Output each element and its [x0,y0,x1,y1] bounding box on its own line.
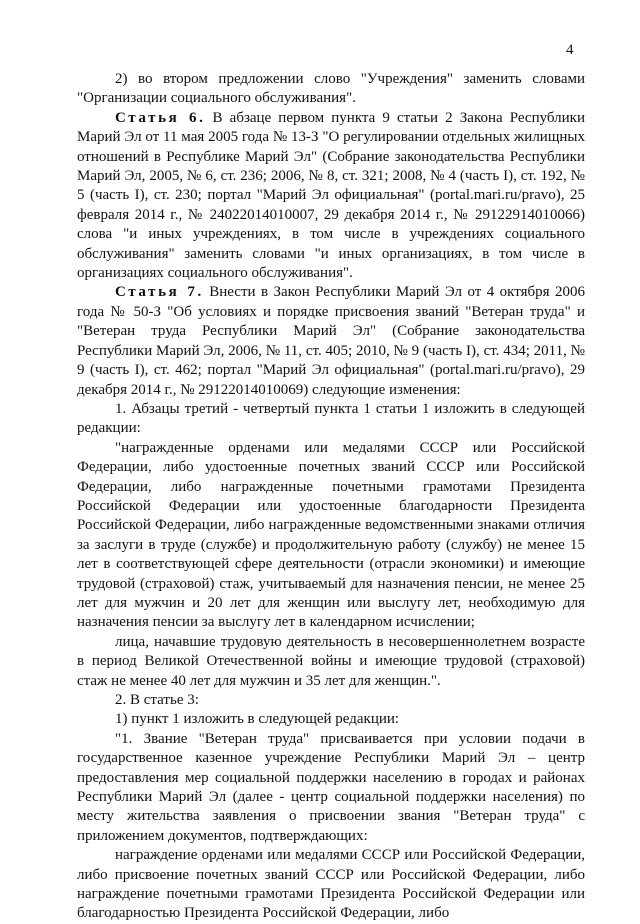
paragraph-amend-2-1: 1) пункт 1 изложить в следующей редакции: [115,711,400,728]
article-6-heading: Статья 6. [115,109,206,126]
document-body [77,70,585,924]
paragraph-1: 2) во втором предложении слово "Учреждения" заменить словами "Организации социального обслуживания". [77,71,585,107]
paragraph-article-6: Статья 6. В абзаце первом пункта 9 статьи 2 Закона Республики Марий Эл от 11 мая 2005 года № 13-З "О регулировании отдельных жилищных отношений в Республике Марий Эл" (Собрание законодательства Республики Марий Эл, 2005, № 6, ст. 236; 2006, № 8, ст. 321; 2008, № 4 (часть I), ст. 192, № 5 (часть I), ст. 230; портал "Марий Эл официальная" (portal.mari.ru/pravo), 25 февраля 2014 г., № 24022014010007, 29 декабря 2014 г., № 29122914010066) слова "и иных учреждениях, в том числе в учреждениях социального обслуживания" заменить словами "и иных организациях, в том числе в организациях социального обслуживания". [77,109,585,282]
paragraph-quote-3: "1. Звание "Ветеран труда" присваивается при условии подачи в государственное казенное учреждение Республики Марий Эл – центр предоставления мер социальной поддержки населению в городах и районах Республики Марий Эл (далее - центр социальной поддержки населения) по месту жительства заявления о присвоении звания "Ветеран труда" с приложением документов, подтверждающих: [77,730,585,844]
page-number: 4 [566,42,574,58]
paragraph-quote-2: лица, начавшие трудовую деятельность в несовершеннолетнем возрасте в период Великой Отечественной войны и имеющие трудовой (страховой) стаж не менее 40 лет для мужчин и 35 лет для женщин.". [77,633,585,689]
article-7-heading: Статья 7. [115,284,204,301]
paragraph-quote-1: "награжденные орденами или медалями СССР или Российской Федерации, либо удостоенные почетных званий СССР или Российской Федерации, либо награжденные почетными грамотами Президента Российской Федерации или удостоенные благодарности Президента Российской Федерации, либо награжденные ведомственными знаками отличия за заслуги в труде (службе) и продолжительную работу (службу) не менее 15 лет в соответствующей сфере деятельности (отрасли экономики) и имеющие трудовой (страховой) стаж, учитываемый для назначения пенсии, не менее 25 лет для мужчин и 20 лет для женщин или выслугу лет, необходимую для назначения пенсии за выслугу лет в календарном исчислении; [77,439,585,631]
paragraph-quote-4: награждение орденами или медалями СССР или Российской Федерации, либо присвоение почетных званий СССР или Российской Федерации, либо награждение почетными грамотами Президента Российской Федерации или благодарностью Президента Российской Федерации, либо [77,847,585,922]
paragraph-amend-1: 1. Абзацы третий - четвертый пункта 1 статьи 1 изложить в следующей редакции: [77,400,585,437]
paragraph-amend-2: 2. В статье 3: [115,692,199,708]
paragraph-article-7: Статья 7. Внести в Закон Республики Марий Эл от 4 октября 2006 года № 50-З "Об условиях и порядке присвоения званий "Ветеран труда" и "Ветеран труда Республики Марий Эл" (Собрание законодательства Республики Марий Эл, 2006, № 11, ст. 405; 2010, № 9 (часть I), ст. 434; 2011, № 9 (часть I), ст. 462; портал "Марий Эл официальная" (portal.mari.ru/pravo), 29 декабря 2014 г., № 29122014010069) следующие изменения: [77,284,585,398]
